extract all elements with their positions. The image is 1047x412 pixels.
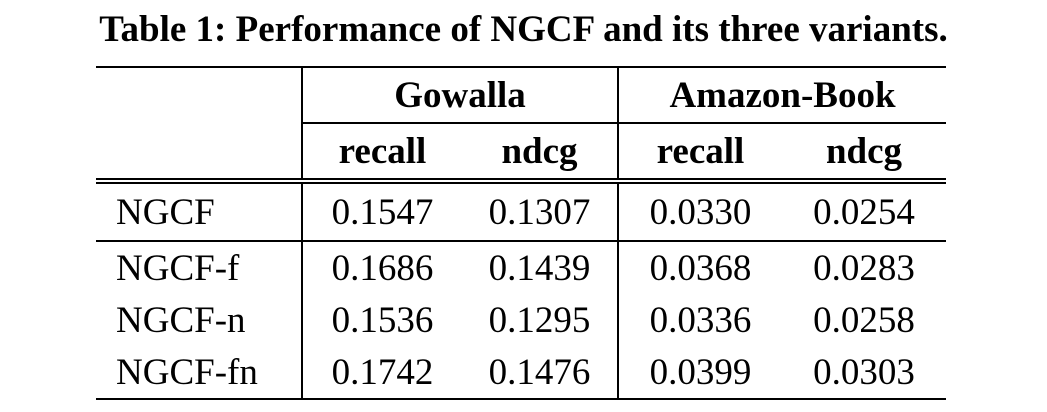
row-name: NGCF-fn <box>96 346 302 399</box>
header-group-amazon-book: Amazon-Book <box>618 67 946 123</box>
results-table-container <box>96 66 946 400</box>
cell-value: 0.0336 <box>618 294 782 346</box>
cell-value: 0.0303 <box>782 346 946 399</box>
cell-value: 0.0368 <box>618 241 782 294</box>
header-metric-amazon-recall: recall <box>618 123 782 181</box>
header-empty-cell <box>96 67 302 123</box>
header-metric-gowalla-ndcg: ndcg <box>501 130 578 172</box>
header-group-gowalla: Gowalla <box>302 67 618 123</box>
cell-value: 0.0330 <box>618 181 782 241</box>
header-metric-row <box>96 123 946 181</box>
table-row <box>96 241 946 294</box>
header-group-row <box>96 67 946 123</box>
cell-value: 0.0283 <box>782 241 946 294</box>
header-metric-amazon-ndcg: ndcg <box>825 130 903 172</box>
cell-value: 0.0399 <box>618 346 782 399</box>
cell-value: 0.0258 <box>813 299 915 341</box>
table-row <box>96 294 946 346</box>
table-caption: Table 1: Performance of NGCF and its three variants. <box>99 9 948 50</box>
cell-value: 0.1307 <box>462 181 618 241</box>
cell-value: 0.1476 <box>462 346 618 399</box>
cell-value: 0.1536 <box>302 294 462 346</box>
row-name: NGCF-f <box>96 241 302 294</box>
cell-value: 0.1439 <box>462 241 618 294</box>
row-name: NGCF-n <box>116 299 246 341</box>
cell-value: 0.1742 <box>302 346 462 399</box>
table-row <box>96 346 946 399</box>
results-table <box>96 66 946 400</box>
row-name: NGCF <box>96 181 302 241</box>
cell-value: 0.1686 <box>302 241 462 294</box>
header-empty-cell <box>96 123 302 181</box>
table-row <box>96 181 946 241</box>
cell-value: 0.0254 <box>782 181 946 241</box>
header-metric-gowalla-recall: recall <box>302 123 462 181</box>
cell-value: 0.1295 <box>488 299 591 341</box>
cell-value: 0.1547 <box>302 181 462 241</box>
